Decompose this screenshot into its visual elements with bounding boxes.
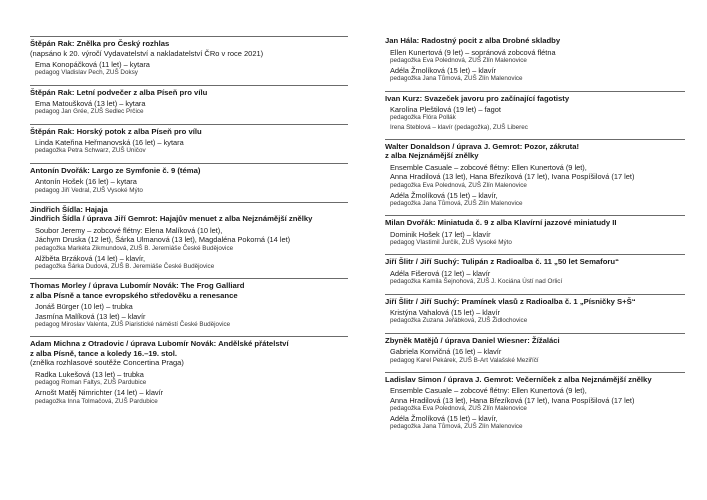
performer-item bbox=[35, 370, 348, 388]
performer-name: Linda Kateřina Heřmanovská (16 let) – kytara bbox=[35, 138, 184, 148]
performer-item bbox=[390, 414, 685, 432]
performer-name: Adéla Žmolíková (15 let) – klavír, bbox=[390, 190, 498, 200]
performer-name: Adéla Žmolíková (15 let) – klavír, bbox=[390, 414, 498, 424]
performer-item bbox=[35, 226, 348, 253]
performer-item bbox=[35, 177, 348, 195]
teacher-info: pedagog Karel Pekárek, ZUŠ B-Art Valašské Meziříčí bbox=[390, 356, 539, 364]
program-entry bbox=[30, 163, 348, 195]
piece-title: z alba Písně a tance evropského středověku a renesance bbox=[30, 290, 238, 300]
performer-item bbox=[390, 105, 685, 123]
performer-list bbox=[385, 105, 685, 132]
performer-item bbox=[35, 138, 348, 156]
teacher-info: Irena Steblová – klavír (pedagožka), ZUŠ Liberec bbox=[390, 123, 528, 131]
performer-list bbox=[385, 347, 685, 365]
teacher-info: pedagog Vlastimil Jurčík, ZUŠ Vysoké Mýto bbox=[390, 239, 512, 247]
piece-title: Jiří Šlitr / Jiří Suchý: Pramínek vlasů z Radioalba č. 1 „Písničky S+Š“ bbox=[385, 296, 636, 306]
performer-name: Anna Hradilová (13 let), Hana Březíková (17 let), Ivana Pospíšilová (17 let) bbox=[390, 395, 635, 405]
teacher-info: pedagog Vladislav Pech, ZUŠ Doksy bbox=[35, 69, 138, 77]
program-entry bbox=[30, 278, 348, 329]
piece-note: (znělka rozhlasové soutěže Concertina Praga) bbox=[30, 358, 184, 368]
piece-title: Antonín Dvořák: Largo ze Symfonie č. 9 (téma) bbox=[30, 165, 201, 175]
program-entry bbox=[30, 336, 348, 406]
teacher-info: pedagožka Eva Polednová, ZUŠ Zlín Malenovice bbox=[390, 181, 527, 189]
piece-title: Ivan Kurz: Svazeček javoru pro začínající fagotisty bbox=[385, 93, 570, 103]
performer-name: Ema Matoušková (13 let) – kytara bbox=[35, 99, 146, 109]
performer-item bbox=[390, 308, 685, 326]
program-entry bbox=[385, 91, 685, 132]
piece-title: Štěpán Rak: Znělka pro Český rozhlas bbox=[30, 39, 170, 48]
piece-note: (napsáno k 20. výročí Vydavatelství a nakladatelství ČRo v roce 2021) bbox=[30, 48, 264, 58]
performer-name: Arnošt Matěj Nimrichter (14 let) – klavír bbox=[35, 388, 164, 398]
performer-item bbox=[35, 60, 348, 78]
teacher-info: pedagožka Šárka Dudová, ZUŠ B. Jeremiáše České Budějovice bbox=[35, 263, 215, 271]
performer-item bbox=[35, 388, 348, 406]
piece-title: z alba Písně, tance a koledy 16.–19. stol. bbox=[30, 348, 177, 358]
performer-item bbox=[390, 230, 685, 248]
performer-name: Anna Hradilová (13 let), Hana Březíková (17 let), Ivana Pospíšilová (17 let) bbox=[390, 172, 635, 182]
performer-item bbox=[390, 269, 685, 287]
performer-list bbox=[385, 230, 685, 248]
program-entry bbox=[385, 294, 685, 326]
piece-title: Jindřich Šídla: Hajaja bbox=[30, 204, 108, 214]
performer-name: Soubor Jeremy – zobcové flétny: Elena Malíková (10 let), bbox=[35, 225, 223, 235]
program-entry bbox=[30, 202, 348, 271]
teacher-info: pedagog Jan Grée, ZUŠ Sedlec Prčice bbox=[35, 108, 144, 116]
performer-name: Adéla Žmolíková (15 let) – klavír bbox=[390, 66, 496, 76]
performer-list bbox=[385, 308, 685, 326]
teacher-info: pedagog Miroslav Valenta, ZUŠ Piaristické náměstí České Budějovice bbox=[35, 321, 231, 329]
piece-title: Thomas Morley / úprava Lubomír Novák: The Frog Galliard bbox=[30, 281, 245, 291]
piece-title: Walter Donaldson / úprava J. Gemrot: Pozor, zákruta! bbox=[385, 141, 580, 151]
teacher-info: pedagožka Jana Tůmová, ZUŠ Zlín Malenovice bbox=[390, 75, 523, 83]
teacher-info: pedagog Jiří Vedral, ZUŠ Vysoké Mýto bbox=[35, 186, 143, 194]
performer-name: Dominik Hošek (17 let) – klavír bbox=[390, 229, 491, 239]
performer-list bbox=[30, 302, 348, 329]
performer-name: Karolína Pleštilová (19 let) – fagot bbox=[390, 105, 501, 115]
performer-name: Adéla Fišerová (12 let) – klavír bbox=[390, 269, 491, 279]
performer-item bbox=[35, 302, 348, 329]
program-entry bbox=[385, 34, 685, 84]
piece-title: Jan Hála: Radostný pocit z alba Drobné skladby bbox=[385, 36, 561, 45]
performer-list bbox=[30, 226, 348, 271]
teacher-info: pedagog Roman Faltys, ZUŠ Pardubice bbox=[35, 379, 147, 387]
piece-title: Ladislav Simon / úprava J. Gemrot: Večerníček z alba Nejznámější znělky bbox=[385, 374, 652, 384]
performer-name: Antonín Hošek (16 let) – kytara bbox=[35, 177, 137, 187]
teacher-info: pedagožka Eva Polednová, ZUŠ Zlín Malenovice bbox=[390, 404, 527, 412]
performer-name: Jasmína Malíková (13 let) – klavír bbox=[35, 311, 146, 321]
teacher-info: pedagožka Jana Tůmová, ZUŠ Zlín Malenovice bbox=[390, 423, 523, 431]
performer-list bbox=[30, 370, 348, 406]
program-column-right bbox=[385, 34, 685, 439]
piece-title: Jindřich Šídla / úprava Jiří Gemrot: Hajajův menuet z alba Nejznámější znělky bbox=[30, 214, 313, 224]
teacher-info: pedagožka Inna Tolmačová, ZUŠ Pardubice bbox=[35, 397, 158, 405]
teacher-info: pedagožka Kamila Šejnohová, ZUŠ J. Kociána Ústí nad Orlicí bbox=[390, 278, 563, 286]
performer-name: Ellen Kunertová (9 let) – sopránová zobcová flétna bbox=[390, 47, 556, 57]
piece-title: Adam Michna z Otradovic / úprava Lubomír Novák: Andělské přátelství bbox=[30, 339, 289, 349]
performer-item bbox=[35, 99, 348, 117]
performer-item bbox=[390, 163, 685, 190]
program-entry bbox=[385, 254, 685, 286]
teacher-info: pedagožka Petra Schwarz, ZUŠ Uničov bbox=[35, 147, 146, 155]
performer-name: Jonáš Bürger (10 let) – trubka bbox=[35, 302, 133, 312]
program-entry bbox=[30, 85, 348, 117]
performer-list bbox=[30, 177, 348, 195]
performer-item bbox=[390, 191, 685, 209]
piece-title: Štěpán Rak: Horský potok z alba Píseň pro vílu bbox=[30, 126, 202, 136]
piece-title: z alba Nejznámější znělky bbox=[385, 151, 479, 161]
teacher-info: pedagožka Eva Polednová, ZUŠ Zlín Malenovice bbox=[390, 56, 527, 64]
performer-list bbox=[385, 48, 685, 84]
piece-title: Jiří Šlitr / Jiří Suchý: Tulipán z Radioalba č. 11 „50 let Semaforu“ bbox=[385, 257, 619, 267]
performer-list bbox=[385, 163, 685, 208]
performer-list bbox=[30, 60, 348, 78]
program-entry bbox=[30, 124, 348, 156]
program-entry bbox=[30, 36, 348, 78]
performer-item bbox=[390, 124, 685, 132]
piece-title: Zbyněk Matějů / úprava Daniel Wiesner: Žížaláci bbox=[385, 335, 560, 345]
performer-item bbox=[390, 66, 685, 84]
performer-name: Kristýna Vahalová (15 let) – klavír bbox=[390, 308, 500, 318]
performer-name: Alžběta Brzáková (14 let) – klavír, bbox=[35, 253, 146, 263]
performer-list bbox=[385, 386, 685, 431]
performer-list bbox=[385, 269, 685, 287]
performer-name: Jáchym Druska (12 let), Šárka Ulmanová (13 let), Magdaléna Pokorná (14 let) bbox=[35, 235, 291, 245]
program-entry bbox=[385, 333, 685, 365]
performer-item bbox=[390, 347, 685, 365]
performer-name: Gabriela Konvičná (16 let) – klavír bbox=[390, 347, 502, 357]
piece-title: Milan Dvořák: Miniatuda č. 9 z alba Klavírní jazzové miniatudy II bbox=[385, 218, 617, 228]
performer-item bbox=[390, 386, 685, 413]
teacher-info: pedagožka Jana Tůmová, ZUŠ Zlín Malenovice bbox=[390, 200, 523, 208]
program-entry bbox=[385, 215, 685, 247]
teacher-info: pedagožka Zuzana Jeřábková, ZUŠ Židlochovice bbox=[390, 317, 528, 325]
performer-name: Radka Lukešová (13 let) – trubka bbox=[35, 369, 144, 379]
performer-name: Ema Konopáčková (11 let) – kytara bbox=[35, 60, 150, 69]
program-column-left bbox=[30, 36, 348, 413]
teacher-info: pedagožka Markéta Zikmundová, ZUŠ B. Jeremiáše České Budějovice bbox=[35, 244, 234, 252]
teacher-info: pedagožka Flóra Pollák bbox=[390, 114, 456, 122]
performer-item bbox=[390, 48, 685, 66]
performer-item bbox=[35, 254, 348, 272]
program-entry bbox=[385, 139, 685, 208]
performer-name: Ensemble Casuale – zobcové flétny: Ellen Kunertová (9 let), bbox=[390, 163, 587, 173]
performer-list bbox=[30, 99, 348, 117]
program-entry bbox=[385, 372, 685, 432]
piece-title: Štěpán Rak: Letní podvečer z alba Píseň pro vílu bbox=[30, 87, 208, 97]
performer-name: Ensemble Casuale – zobcové flétny: Ellen Kunertová (9 let), bbox=[390, 386, 587, 396]
performer-list bbox=[30, 138, 348, 156]
